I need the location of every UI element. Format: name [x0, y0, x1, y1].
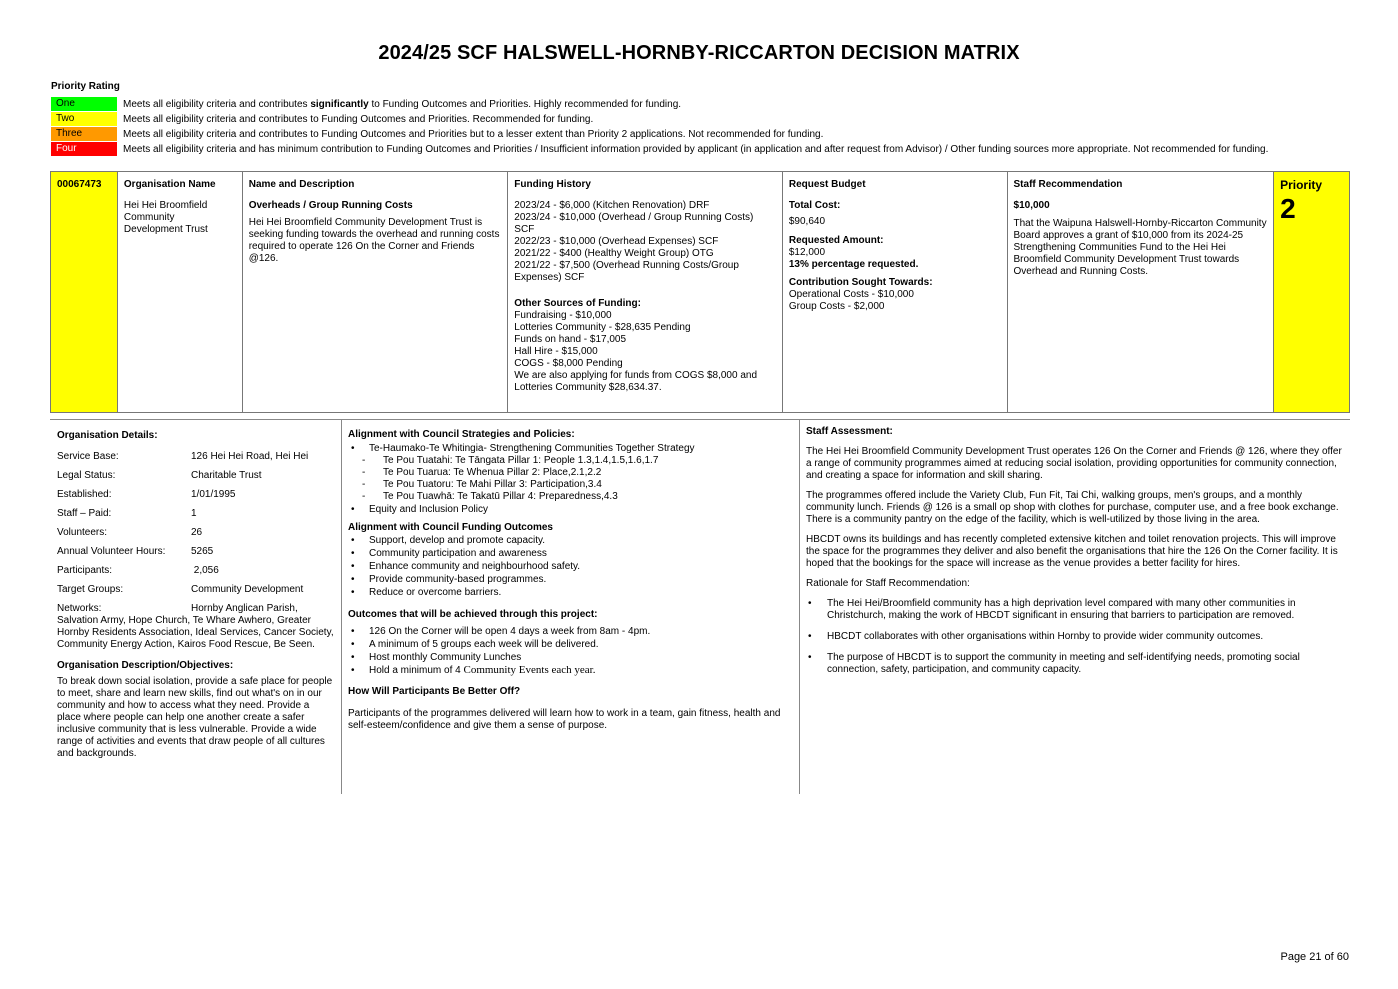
funding-outcomes-heading: Alignment with Council Funding Outcomes — [348, 522, 553, 533]
priority-value: 2 — [1280, 193, 1296, 224]
other-source-item: Hall Hire - $15,000 — [514, 346, 598, 357]
organisation-name-heading: Organisation Name — [123, 179, 216, 190]
funding-history-item: 2021/22 - $400 (Healthy Weight Group) OTG — [514, 248, 714, 259]
detail-row: Target Groups: Community Development — [57, 584, 304, 595]
name-description-heading: Name and Description — [248, 179, 355, 190]
funding-outcome-item: • Community participation and awareness — [348, 547, 791, 560]
priority-rating-row-four — [51, 142, 1268, 156]
funding-history-item: 2022/23 - $10,000 (Overhead Expenses) SCF — [514, 236, 719, 247]
better-off-heading: How Will Participants Be Better Off? — [348, 686, 521, 697]
priority-rating-heading: Priority Rating — [51, 81, 120, 92]
detail-row: Legal Status: Charitable Trust — [57, 470, 262, 481]
staff-assessment-heading: Staff Assessment: — [806, 426, 893, 437]
percentage-requested: 13% percentage requested. — [788, 259, 919, 270]
funding-history-item: 2023/24 - $6,000 (Kitchen Renovation) DRF — [514, 200, 710, 211]
achieved-outcome-item: • Hold a minimum of 4 Community Events each year. — [348, 664, 791, 677]
organisation-details-heading: Organisation Details: — [57, 430, 158, 441]
requested-amount-value: $12,000 — [788, 247, 826, 258]
funding-history-cell — [508, 172, 783, 412]
staff-assessment-column — [800, 420, 1350, 794]
requested-amount-label: Requested Amount: — [788, 235, 884, 246]
achieved-outcomes-heading: Outcomes that will be achieved through this project: — [348, 609, 598, 620]
other-source-item: Funds on hand - $17,005 — [514, 334, 627, 345]
priority-cell — [1274, 172, 1349, 412]
other-source-item: COGS - $8,000 Pending — [514, 358, 623, 369]
strategy-pillar-item: - Te Pou Tuarua: Te Whenua Pillar 2: Place,2.1,2.2 — [348, 467, 791, 479]
other-source-item: Fundraising - $10,000 — [514, 310, 612, 321]
alignment-column — [342, 420, 800, 794]
rationale-heading: Rationale for Staff Recommendation: — [806, 578, 970, 589]
application-details-section — [50, 419, 1350, 794]
total-cost-label: Total Cost: — [788, 200, 841, 211]
achieved-outcome-item: • A minimum of 5 groups each week will be delivered. — [348, 638, 791, 651]
detail-row: Staff – Paid: 1 — [57, 508, 197, 519]
priority-swatch-one: One — [51, 97, 117, 111]
name-description-cell — [243, 172, 509, 412]
priority-text-one: Meets all eligibility criteria and contributes significantly to Funding Outcomes and Priorities. Highly recommended for funding. — [123, 98, 682, 110]
page-title: 2024/25 SCF HALSWELL-HORNBY-RICCARTON DECISION MATRIX — [378, 42, 1020, 64]
priority-text-two: Meets all eligibility criteria and contributes to Funding Outcomes and Priorities. Recommended for funding. — [123, 113, 594, 125]
request-budget-heading: Request Budget — [788, 179, 866, 190]
policy-item: • Equity and Inclusion Policy — [348, 503, 791, 516]
achieved-outcome-item: • Host monthly Community Lunches — [348, 651, 791, 664]
achieved-outcomes-list — [348, 625, 791, 677]
contribution-item: Group Costs - $2,000 — [788, 301, 885, 312]
priority-swatch-four: Four — [51, 142, 117, 156]
priority-heading: Priority — [1280, 178, 1323, 192]
rationale-item: • The Hei Hei/Broomfield community has a high deprivation level compared with many other communities in Christchurch, making the work of HBCDT significant in ensuring that barriers to participation are removed. — [806, 598, 1342, 622]
rationale-list — [806, 598, 1342, 676]
recommendation-text: That the Waipuna Halswell-Hornby-Riccarton Community Board approves a grant of $10,000 from its 2024-25 Strengthening Communities Fund to the Hei Hei Broomfield Community Development Trust towards Overhead and Running Costs. — [1013, 218, 1267, 277]
funding-outcome-item: • Provide community-based programmes. — [348, 573, 791, 586]
priority-text-four: Meets all eligibility criteria and has minimum contribution to Funding Outcomes and Priorities / Insufficient information provided by applicant (in application and after request from Advisor) / Other funding sources more appropriate. Not recommended for funding. — [123, 143, 1269, 155]
staff-recommendation-cell — [1008, 172, 1275, 412]
priority-rating-row-three — [51, 127, 823, 141]
request-budget-cell — [783, 172, 1008, 412]
objectives-text: To break down social isolation, provide a safe place for people to meet, share and learn new skills, find out what's on in our community and how to access what they need. Provide a place where people can help one another create a safer inclusive community that is less vulnerable. Provide a wide range of activities and events that draw people of all cultures and backgrounds. — [57, 676, 333, 759]
strategy-pillars-list — [348, 455, 791, 503]
assessment-paragraph: The programmes offered include the Variety Club, Fun Fit, Tai Chi, walking groups, men's groups, and a monthly community lunch. Friends @ 126 is a small op shop with clothes for purchase, computer use, and a free book exchange. There is a community pantry on the edge of the facility, which is well-utilized by those living in the area. — [806, 490, 1339, 525]
other-source-item: Lotteries Community - $28,635 Pending — [514, 322, 691, 333]
detail-row: Volunteers: 26 — [57, 527, 203, 538]
detail-row: Established: 1/01/1995 — [57, 489, 236, 500]
other-sources-heading: Other Sources of Funding: — [514, 298, 641, 309]
application-id-cell — [51, 172, 118, 412]
strategy-pillar-item: - Te Pou Tuatahi: Te Tāngata Pillar 1: People 1.3,1.4,1.5,1.6,1.7 — [348, 455, 791, 467]
better-off-text: Participants of the programmes delivered will learn how to work in a team, gain fitness, health and self-esteem/confidence and give them a sense of purpose. — [348, 708, 781, 731]
rationale-item: • The purpose of HBCDT is to support the community in meeting and self-identifying needs, promoting social connection, safety, participation, and community capacity. — [806, 652, 1342, 676]
priority-rating-row-one — [51, 97, 681, 111]
application-id: 00067473 — [57, 179, 102, 190]
rationale-item: • HBCDT collaborates with other organisations within Hornby to provide wider community outcomes. — [806, 631, 1342, 643]
networks: Networks: Hornby Anglican Parish, Salvation Army, Hope Church, Te Whare Awhero, Greater Hornby Residents Association, Ideal Services, Cancer Society, Community Energy Action, Kairos Food Rescue, Be Seen. — [57, 603, 334, 650]
detail-row: Annual Volunteer Hours: 5265 — [57, 546, 214, 557]
strategy-item: • Te-Haumako-Te Whitingia- Strengthening Communities Together Strategy — [348, 442, 791, 455]
priority-swatch-two: Two — [51, 112, 117, 126]
objectives-heading: Organisation Description/Objectives: — [57, 660, 234, 671]
project-title: Overheads / Group Running Costs — [248, 200, 413, 211]
assessment-paragraph: The Hei Hei Broomfield Community Development Trust operates 126 On the Corner and Friends @ 126, where they offer a range of community programmes aimed at reducing social isolation, providing opportunities for community connection, and creating a space for information and skill sharing. — [806, 446, 1342, 481]
detail-row: Participants: 2,056 — [57, 565, 219, 576]
funding-outcome-item: • Enhance community and neighbourhood safety. — [348, 560, 791, 573]
organisation-name: Hei Hei Broomfield Community Development Trust — [123, 200, 208, 235]
priority-rating-row-two — [51, 112, 593, 126]
strategy-pillar-item: - Te Pou Tuatoru: Te Mahi Pillar 3: Participation,3.4 — [348, 479, 791, 491]
achieved-outcome-item: • 126 On the Corner will be open 4 days a week from 8am - 4pm. — [348, 625, 791, 638]
strategies-heading: Alignment with Council Strategies and Policies: — [348, 429, 575, 440]
recommended-amount: $10,000 — [1013, 200, 1050, 211]
funding-history-heading: Funding History — [514, 179, 591, 190]
organisation-name-cell — [118, 172, 243, 412]
application-summary-table — [50, 171, 1350, 413]
strategies-list — [348, 442, 791, 455]
funding-outcome-item: • Reduce or overcome barriers. — [348, 586, 791, 599]
priority-swatch-three: Three — [51, 127, 117, 141]
policy-list — [348, 503, 791, 516]
organisation-details-column — [50, 420, 342, 794]
priority-text-three: Meets all eligibility criteria and contributes to Funding Outcomes and Priorities but to a lesser extent than Priority 2 applications. Not recommended for funding. — [123, 128, 824, 140]
assessment-paragraph: HBCDT owns its buildings and has recently completed extensive kitchen and toilet renovation projects. This will improve the space for the programmes they deliver and also benefit the organisations that hire the 126 On the Corner facility. It is hoped that the bookings for the space will increase as the venue provides a better facility for hires. — [806, 534, 1338, 569]
page-number: Page 21 of 60 — [1280, 951, 1349, 963]
total-cost-value: $90,640 — [788, 216, 826, 227]
project-description: Hei Hei Broomfield Community Development Trust is seeking funding towards the overhead and running costs required to operate 126 On the Corner and Friends @126. — [248, 217, 500, 264]
funding-history-item: 2021/22 - $7,500 (Overhead Running Costs/Group Expenses) SCF — [514, 260, 739, 283]
funding-outcomes-list — [348, 534, 791, 599]
detail-row: Service Base: 126 Hei Hei Road, Hei Hei — [57, 451, 309, 462]
funding-history-item: 2023/24 - $10,000 (Overhead / Group Running Costs) SCF — [514, 212, 754, 235]
strategy-pillar-item: - Te Pou Tuawhā: Te Takatū Pillar 4: Preparedness,4.3 — [348, 491, 791, 503]
funding-outcome-item: • Support, develop and promote capacity. — [348, 534, 791, 547]
other-source-item: We are also applying for funds from COGS $8,000 and Lotteries Community $28,634.37. — [514, 370, 758, 393]
contribution-item: Operational Costs - $10,000 — [788, 289, 914, 300]
staff-recommendation-heading: Staff Recommendation — [1013, 179, 1123, 190]
contribution-label: Contribution Sought Towards: — [788, 277, 933, 288]
